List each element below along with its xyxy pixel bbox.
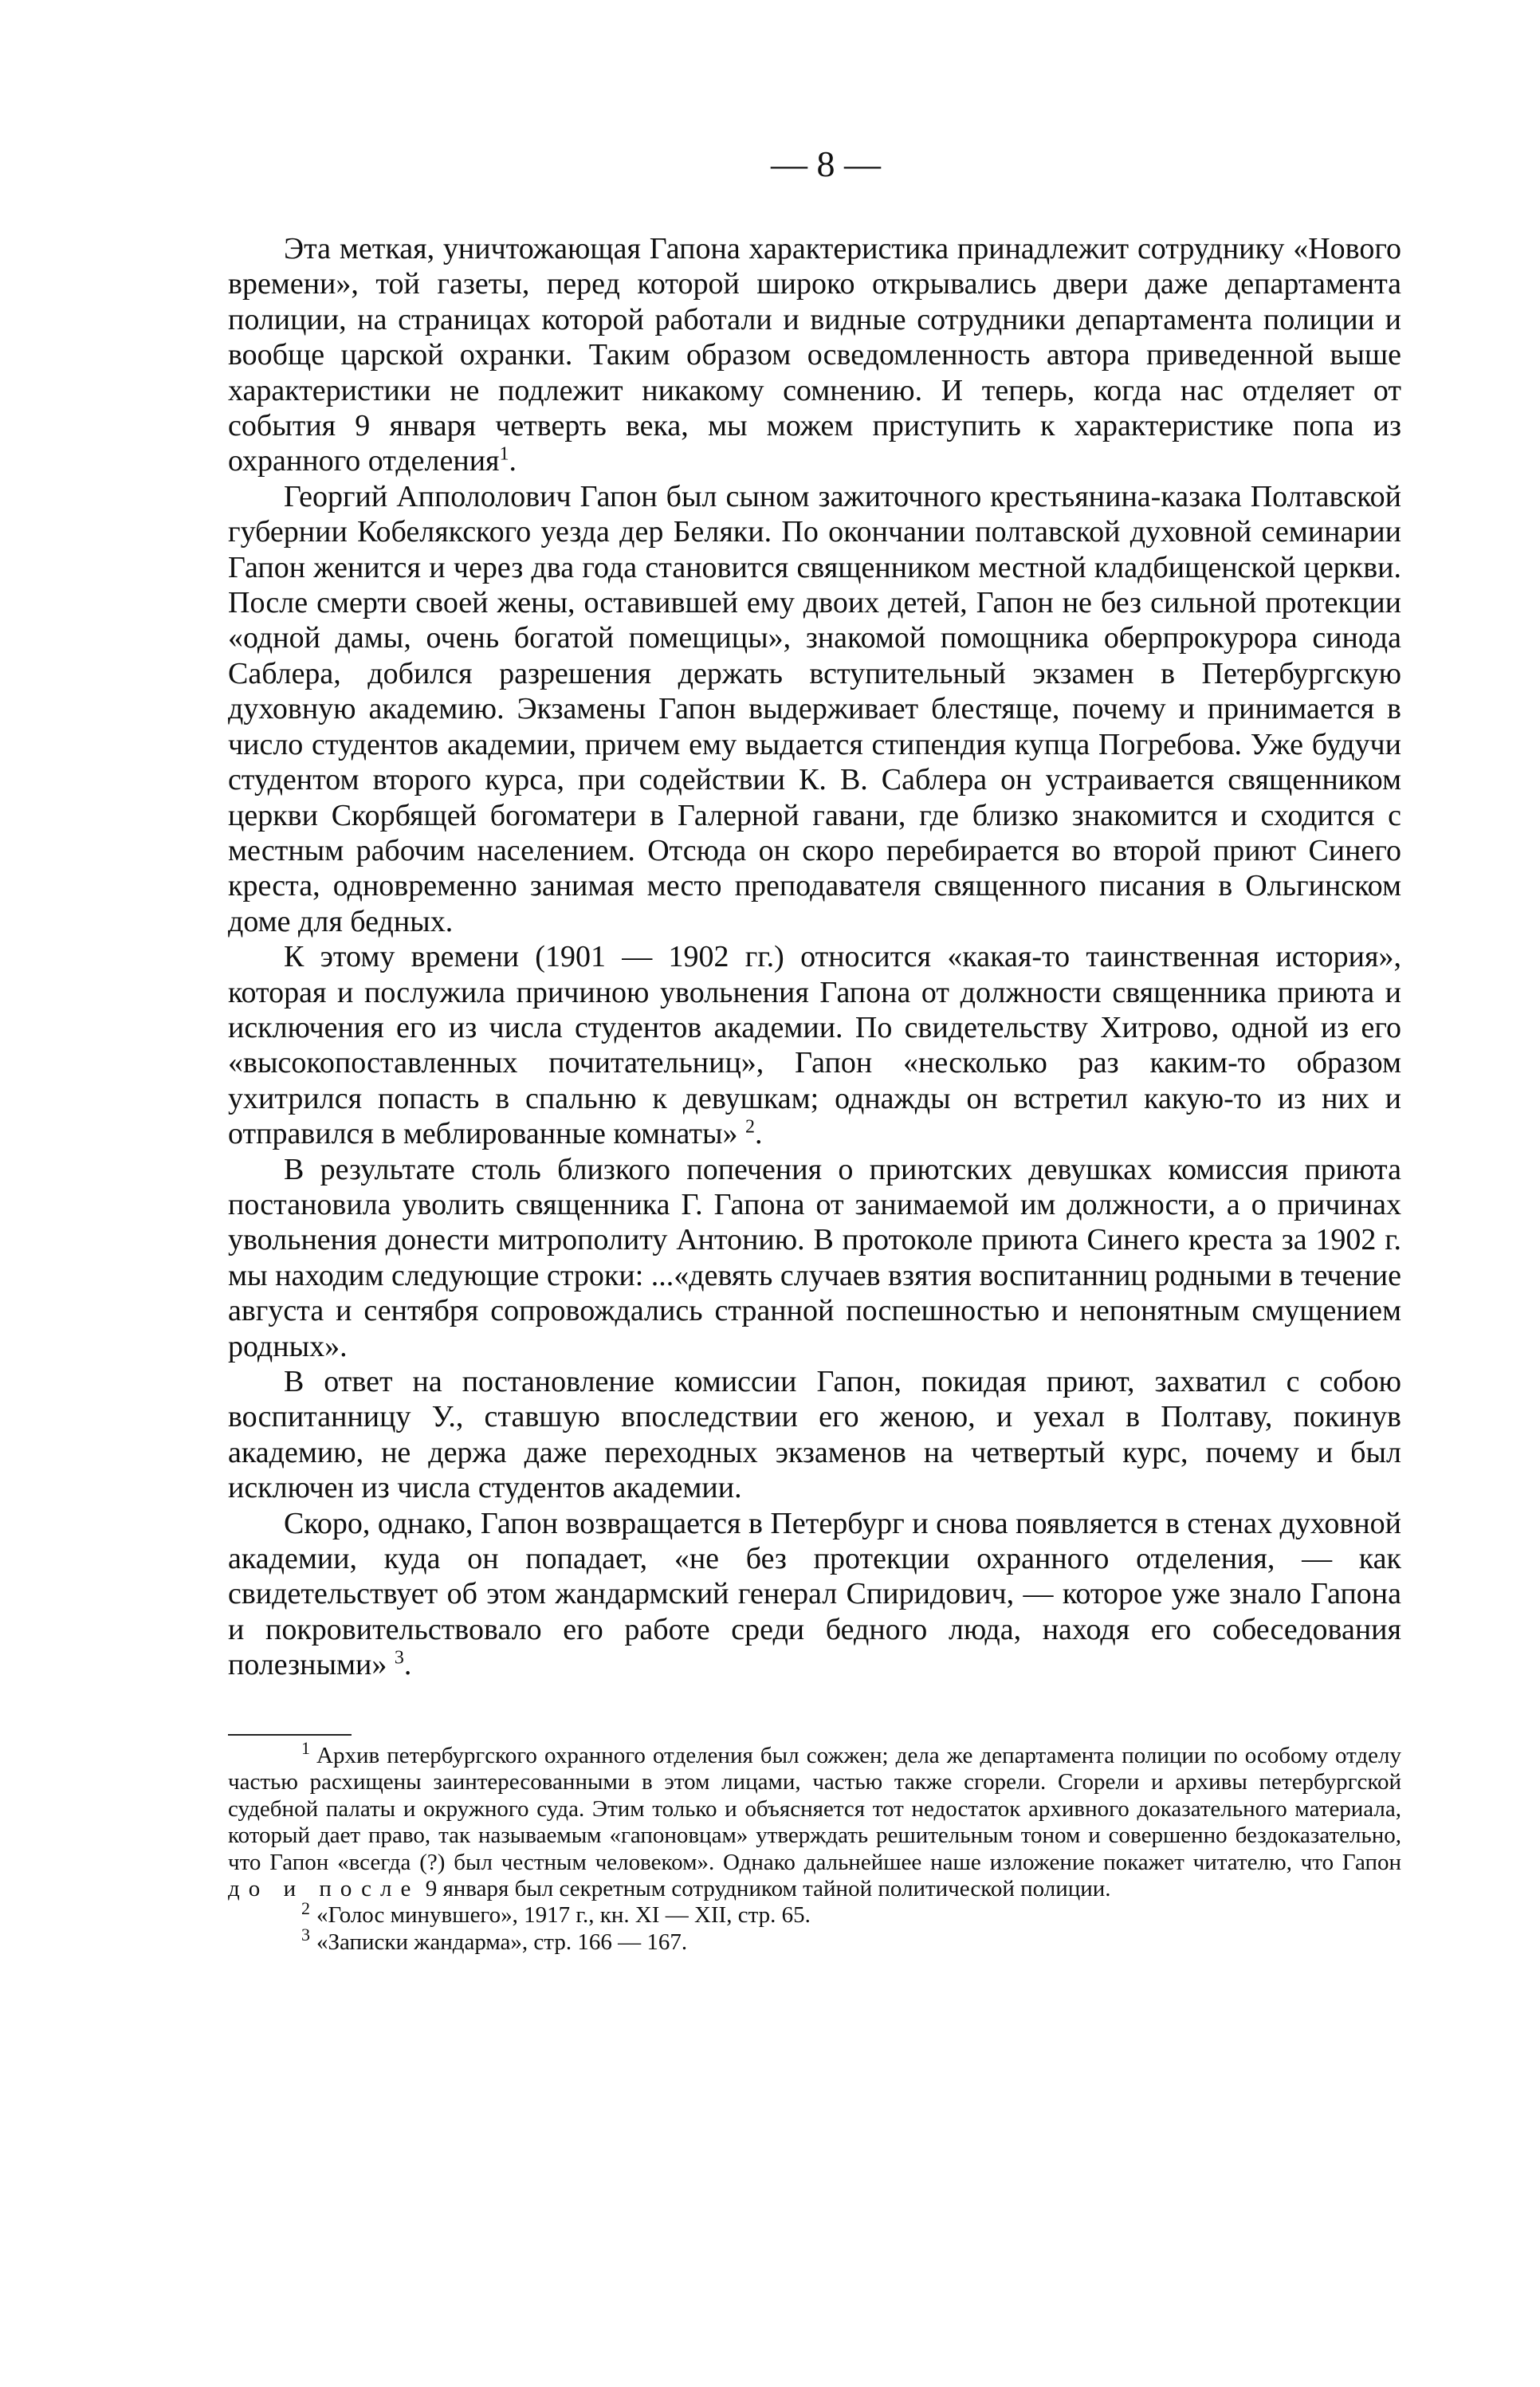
footnote-marker: 1 (301, 1738, 310, 1759)
footnote-1 (228, 1738, 1401, 1902)
page-number: — 8 — (771, 144, 881, 184)
paragraph-text: Георгий Аппололович Гапон был сыном зажиточного крестьянина-казака Полтавской губернии Кобелякского уезда дер Беляки. По окончании полтавской духовной семинарии Гапон женится и через два года становится священником местной кладбищенской церкви. После смерти своей жены, оставившей ему двоих детей, Гапон не без сильной протекции «одной дамы, очень богатой помещицы», знакомой помощника оберпрокурора синода Саблера, добился разрешения держать вступительный экзамен в Петербургскую духовную академию. Экзамены Гапон выдерживает блестяще, почему и принимается в число студентов академии, причем ему выдается стипендия купца Погребова. Уже будучи студентом второго курса, при содействии К. В. Саблера он устраивается священником церкви Скорбящей богоматери в Галерной гавани, где близко знакомится и сходится с местным рабочим населением. Отсюда он скоро перебирается во второй приют Синего креста, одновременно занимая место преподавателя священного писания в Ольгинском доме для бедных. (228, 479, 1401, 938)
paragraph: К этому времени (1901 — 1902 гг.) относится «какая-то таинственная история», которая и послужила причиною увольнения Гапона от должности священника приюта и исключения его из числа студентов академии. По свидетельству Хитрово, одной из его «высокопоставленных почитательниц», Гапон «несколько раз каким-то образом ухитрился попасть в спальню к девушкам; однажды он встретил какую-то из них и отправился в меблированные комнаты» $^2$. (228, 940, 1401, 1151)
paragraph: Эта меткая, уничтожающая Гапона характеристика принадлежит сотруднику «Нового времени», той газеты, перед которой широко открывались двери даже департамента полиции, на страницах которой работали и видные сотрудники департамента полиции и вообще царской охранки. Таким образом осведомленность автора приведенной выше характеристики не подлежит никакому сомнению. И теперь, когда нас отделяет от события 9 января четверть века, мы можем приступить к характеристике попа из охранного отделения$^1$. (228, 232, 1401, 478)
footnote-text: Архив петербургского охранного отделения был сожжен; дела же департамента полиции по особому отделу частью расхищены заинтересованными в этом лицами, частью также сгорели. Сгорели и архивы петербургской судебной палаты и окружного суда. Этим только и объясняется тот недостаток архивного доказательного материала, который дает право, так называемым «гапоновцам» утверждать решительным тоном и совершенно бездоказательно, что Гапон «всегда (?) был честным человеком». Однако дальнейшее наше изложение покажет читателю, что Гапон (228, 1743, 1401, 1875)
footnote-marker: 3 (301, 1925, 310, 1945)
footnote-text: «Голос минувшего», 1917 г., кн. XI — XII, стр. 65. (316, 1902, 811, 1929)
paragraph (228, 479, 1401, 939)
paragraph (228, 1152, 1401, 1364)
paragraph-text: К этому времени (1901 — 1902 гг.) относится «какая-то таинственная история», которая и послужила причиною увольнения Гапона от должности священника приюта и исключения его из числа студентов академии. По свидетельству Хитрово, одной из его «высокопоставленных почитательниц», Гапон «несколько раз каким-то образом ухитрился попасть в спальню к девушкам; однажды он встретил какую-то из них и отправился в меблированные комнаты» (228, 940, 1401, 1151)
footnote-ref: 2 (745, 1116, 756, 1138)
footnote-ref: 3 (394, 1647, 404, 1669)
paragraph-text: Эта меткая, уничтожающая Гапона характеристика принадлежит сотруднику «Нового времени», той газеты, перед которой широко открывались двери даже департамента полиции, на страницах которой работали и видные сотрудники департамента полиции и вообще царской охранки. Таким образом осведомленность автора приведенной выше характеристики не подлежит никакому сомнению. И теперь, когда нас отделяет от события 9 января четверть века, мы можем приступить к характеристике попа из охранного отделения (228, 232, 1401, 478)
footnote-marker: 2 (301, 1897, 310, 1918)
footnote-spaced-text: до и после (228, 1876, 420, 1902)
footnote-ref: 1 (499, 443, 509, 465)
footnotes (228, 1738, 1401, 1956)
footnote-2 (228, 1897, 1401, 1929)
paragraph (228, 1364, 1401, 1506)
paragraph-text: В результате столь близкого попечения о приютских девушках комиссия приюта постановила уволить священника Г. Гапона от занимаемой им должности, а о причинах увольнения донести митрополиту Антонию. В протоколе приюта Синего креста за 1902 г. мы находим следующие строки: ...«девять случаев взятия воспитанниц родными в течение августа и сентября сопровождались странной поспешностью и непонятным смущением родных». (228, 1152, 1401, 1363)
main-text (228, 231, 1401, 1683)
footnote-text: «Записки жандарма», стр. 166 — 167. (316, 1929, 688, 1955)
paragraph: Скоро, однако, Гапон возвращается в Петербург и снова появляется в стенах духовной академии, куда он попадает, «не без протекции охранного отделения, — как свидетельствует об этом жандармский генерал Спиридович, — которое уже знало Гапона и покровительствовало его работе среди бедного люда, находя его собеседования полезными» $^3$. (228, 1506, 1401, 1682)
footnote-3 (228, 1925, 1401, 1956)
footnote-text: 9 января был секретным сотрудником тайной политической полиции. (425, 1876, 1111, 1902)
footnote-divider (228, 1734, 352, 1736)
paragraph-text: Скоро, однако, Гапон возвращается в Петербург и снова появляется в стенах духовной академии, куда он попадает, «не без протекции охранного отделения, — как свидетельствует об этом жандармский генерал Спиридович, — которое уже знало Гапона и покровительствовало его работе среди бедного люда, находя его собеседования полезными» (228, 1506, 1401, 1682)
paragraph-text: В ответ на постановление комиссии Гапон, покидая приют, захватил с собою воспитанницу У., ставшую впоследствии его женою, и уехал в Полтаву, покинув академию, не держа даже переходных экзаменов на четвертый курс, почему и был исключен из числа студентов академии. (228, 1365, 1401, 1505)
